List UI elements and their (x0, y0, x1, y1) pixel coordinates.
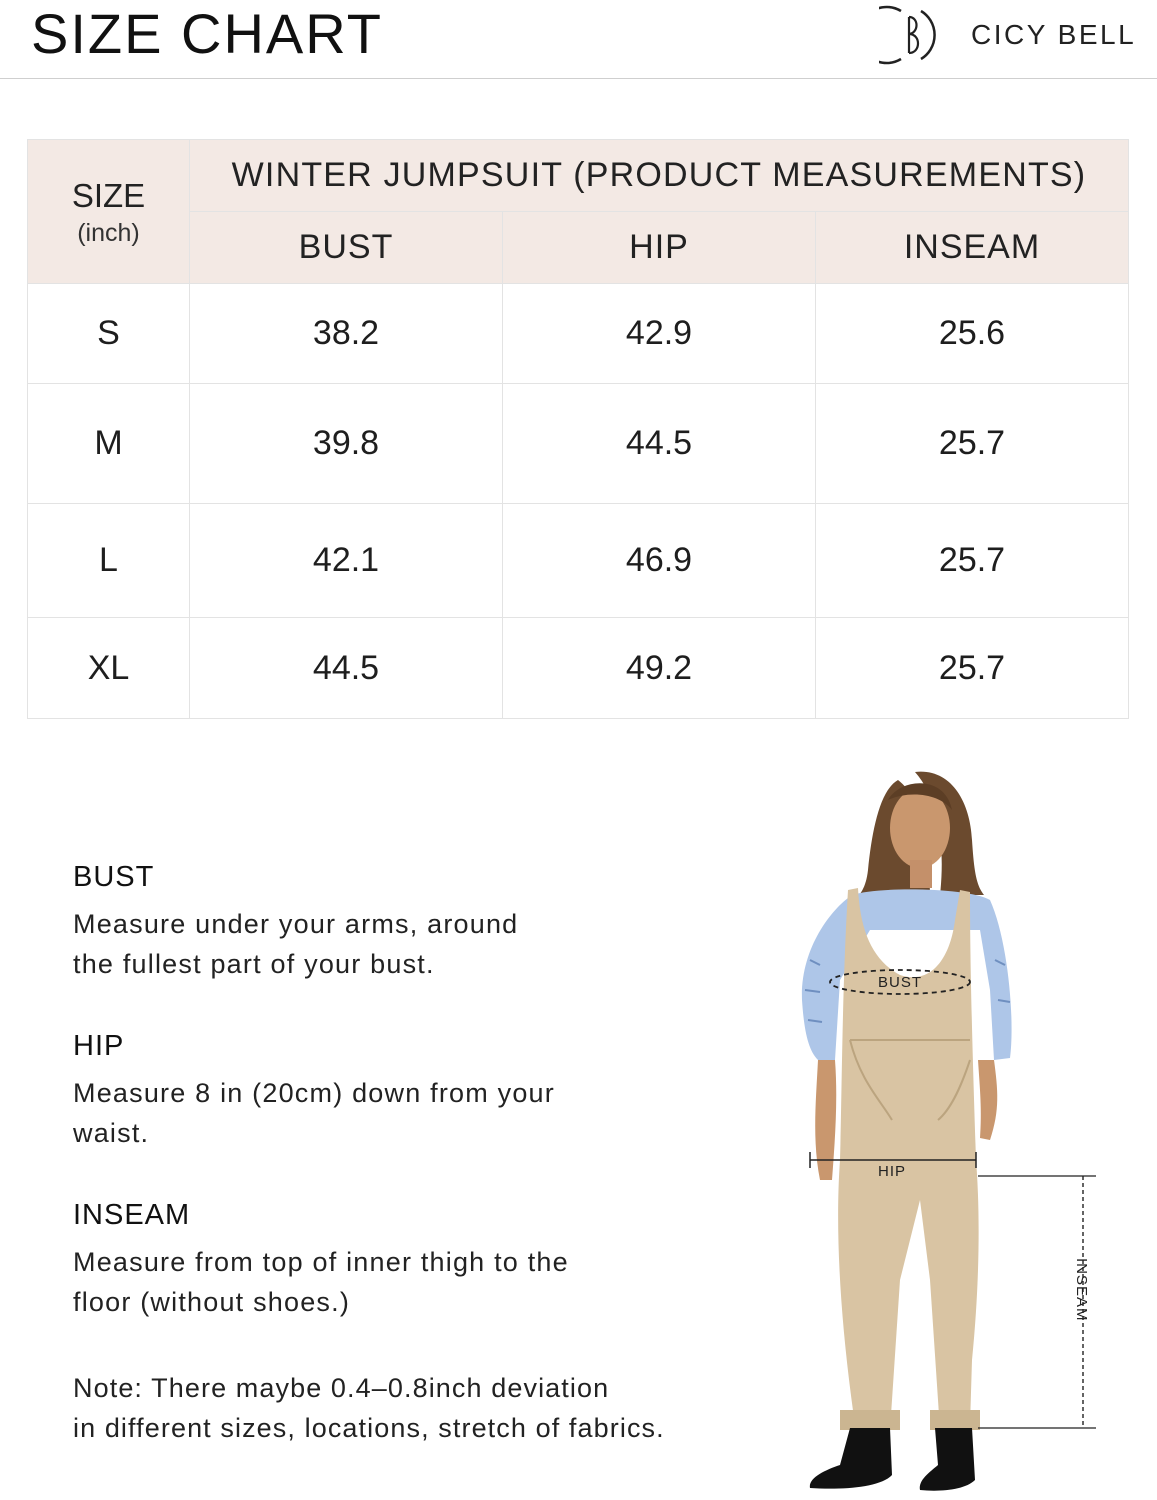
hip-guide (73, 1029, 555, 1153)
hip-guide-title: HIP (73, 1030, 125, 1062)
bust-guide-line: the fullest part of your bust. (73, 949, 435, 979)
bust-guide-title: BUST (73, 861, 155, 893)
brand-name: CICY BELL (971, 19, 1137, 50)
note-line: in different sizes, locations, stretch of fabrics. (73, 1413, 665, 1443)
page-header (0, 0, 1157, 79)
bust-guide-line: Measure under your arms, around (73, 909, 519, 939)
inseam-guide (73, 1198, 569, 1322)
brand-logo-icon (879, 3, 943, 67)
inseam-cell: 25.6 (816, 284, 1129, 384)
size-cell: S (28, 284, 190, 384)
brand (879, 4, 1136, 66)
inseam-guide-title: INSEAM (73, 1199, 191, 1231)
table-row (28, 504, 1129, 618)
size-cell: M (28, 384, 190, 504)
bust-guide (73, 860, 518, 984)
inseam-figure-label: INSEAM (1073, 1258, 1090, 1322)
inseam-guide-text (73, 1242, 569, 1322)
boot-shape (920, 1428, 975, 1491)
column-header-bust: BUST (190, 212, 503, 284)
table-row (28, 618, 1129, 719)
hip-cell: 49.2 (503, 618, 816, 719)
size-header (28, 140, 190, 284)
hip-guide-text (73, 1073, 555, 1153)
size-unit-label: (inch) (77, 218, 140, 247)
inseam-cell: 25.7 (816, 504, 1129, 618)
bust-cell: 39.8 (190, 384, 503, 504)
hip-cell: 46.9 (503, 504, 816, 618)
size-cell: L (28, 504, 190, 618)
size-cell: XL (28, 618, 190, 719)
hip-cell: 42.9 (503, 284, 816, 384)
table-row (28, 284, 1129, 384)
bust-cell: 38.2 (190, 284, 503, 384)
note-line: Note: There maybe 0.4–0.8inch deviation (73, 1373, 610, 1403)
column-header-hip: HIP (503, 212, 816, 284)
hip-guide-line: waist. (73, 1118, 150, 1148)
boot-shape (810, 1428, 892, 1489)
inseam-cell: 25.7 (816, 618, 1129, 719)
bust-figure-label: BUST (878, 974, 923, 991)
inseam-cell: 25.7 (816, 384, 1129, 504)
hip-guide-line: Measure 8 in (20cm) down from your (73, 1078, 555, 1108)
bust-cell: 44.5 (190, 618, 503, 719)
inseam-guide-line: floor (without shoes.) (73, 1287, 351, 1317)
page-title: SIZE CHART (31, 2, 383, 65)
model-figure (780, 760, 1120, 1500)
hip-figure-label: HIP (878, 1163, 907, 1180)
size-header-label: SIZE (71, 176, 146, 214)
hip-cell: 44.5 (503, 384, 816, 504)
table-row (28, 384, 1129, 504)
column-header-inseam: INSEAM (816, 212, 1129, 284)
size-chart-table (27, 139, 1129, 719)
bust-cell: 42.1 (190, 504, 503, 618)
deviation-note (73, 1368, 665, 1448)
group-header: WINTER JUMPSUIT (PRODUCT MEASUREMENTS) (190, 140, 1129, 212)
bust-guide-text (73, 904, 518, 984)
inseam-guide-line: Measure from top of inner thigh to the (73, 1247, 569, 1277)
